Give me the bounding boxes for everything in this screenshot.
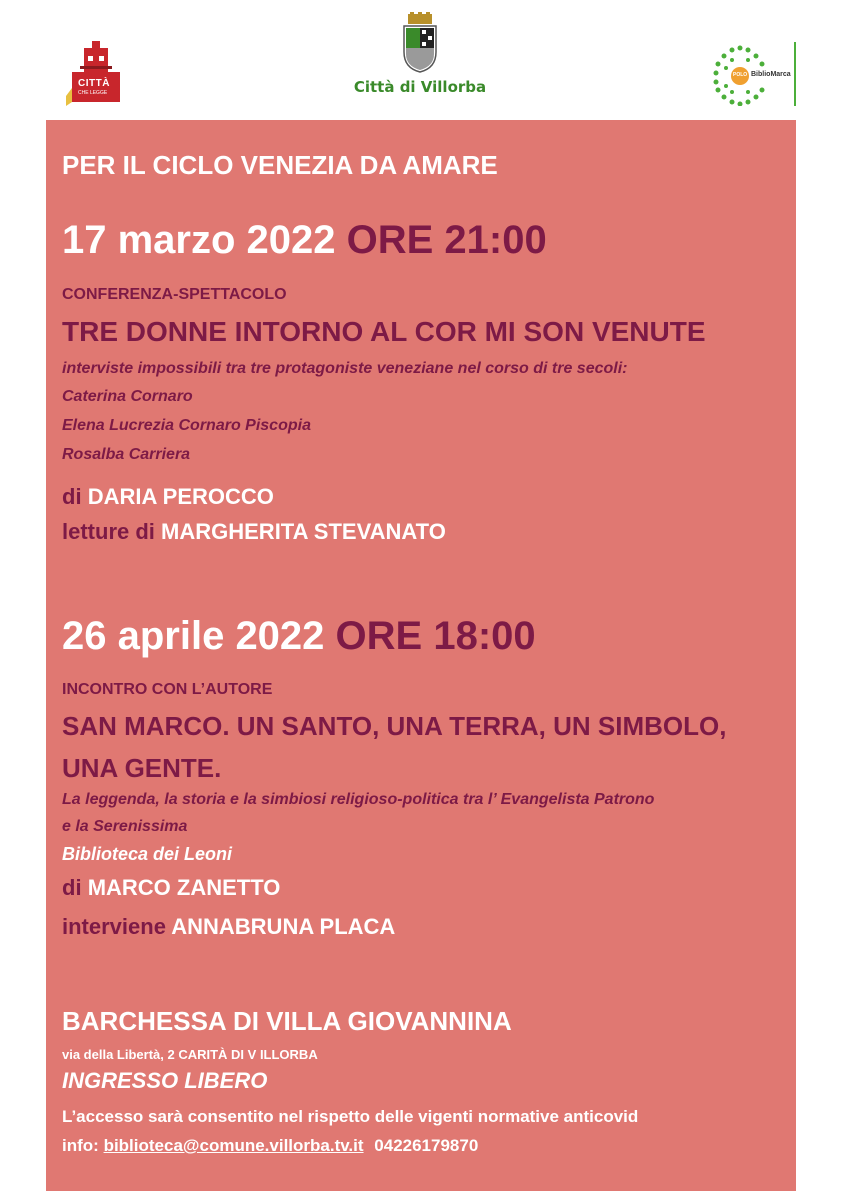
event2-date: 26 aprile 2022 bbox=[62, 614, 325, 658]
info-prefix: info: bbox=[62, 1136, 99, 1155]
bibliomarca-logo bbox=[710, 42, 800, 106]
event2-speaker-line bbox=[62, 914, 395, 940]
event2-datetime bbox=[62, 614, 536, 659]
event1-date: 17 marzo 2022 bbox=[62, 218, 336, 262]
event2-type: INCONTRO CON L’AUTORE bbox=[62, 681, 273, 698]
event2-desc-line1: La leggenda, la storia e la simbiosi religioso-politica tra l’ Evangelista Patrono bbox=[62, 791, 655, 808]
event2-author: MARCO ZANETTO bbox=[87, 875, 281, 900]
event1-name-1: Caterina Cornaro bbox=[62, 388, 193, 405]
logo-text-che-legge: CHE LEGGE bbox=[78, 90, 108, 96]
event2-author-line bbox=[62, 875, 280, 901]
event1-reader: MARGHERITA STEVANATO bbox=[161, 519, 446, 544]
event2-author-prefix: di bbox=[62, 875, 82, 900]
event2-speaker: ANNABRUNA PLACA bbox=[171, 914, 396, 939]
event2-time: ORE 18:00 bbox=[335, 614, 536, 658]
event1-time: ORE 21:00 bbox=[346, 218, 547, 262]
city-logo bbox=[340, 12, 500, 102]
event1-name-3: Rosalba Carriera bbox=[62, 446, 191, 463]
coat-of-arms-icon bbox=[400, 12, 440, 74]
logo-text-bibliomarca: BiblioMarca bbox=[751, 71, 791, 78]
header-bar bbox=[0, 0, 842, 120]
event2-title-line2: UNA GENTE. bbox=[62, 753, 222, 783]
event1-reader-line bbox=[62, 519, 446, 545]
logo-badge-polo: POLO bbox=[733, 72, 748, 78]
event1-reader-prefix: letture di bbox=[62, 519, 155, 544]
venue-name: BARCHESSA DI VILLA GIOVANNINA bbox=[62, 1006, 512, 1036]
event1-title: TRE DONNE INTORNO AL COR MI SON VENUTE bbox=[62, 316, 706, 347]
event2-publisher: Biblioteca dei Leoni bbox=[62, 844, 233, 864]
event2-speaker-prefix: interviene bbox=[62, 914, 166, 939]
event-poster bbox=[46, 120, 796, 1191]
entry-info: INGRESSO LIBERO bbox=[62, 1068, 268, 1093]
event1-subtitle: interviste impossibili tra tre protagoniste veneziane nel corso di tre secoli: bbox=[62, 360, 628, 377]
logo-text-citta: CITTÀ bbox=[78, 78, 110, 89]
venue-address: via della Libertà, 2 CARITÀ DI V ILLORBA bbox=[62, 1047, 318, 1062]
contact-line bbox=[62, 1136, 478, 1156]
event1-datetime bbox=[62, 218, 547, 263]
event2-desc-line2: e la Serenissima bbox=[62, 818, 188, 835]
email-link[interactable]: biblioteca@comune.villorba.tv.it bbox=[103, 1136, 364, 1155]
event1-name-2: Elena Lucrezia Cornaro Piscopia bbox=[62, 417, 311, 434]
event2-title-line1: SAN MARCO. UN SANTO, UNA TERRA, UN SIMBOLO, bbox=[62, 711, 727, 741]
city-name: Città di Villorba bbox=[353, 78, 487, 96]
event1-author: DARIA PEROCCO bbox=[87, 484, 274, 509]
citta-che-legge-logo bbox=[62, 38, 122, 106]
event1-type: CONFERENZA-SPETTACOLO bbox=[62, 286, 287, 303]
covid-notice: L’accesso sarà consentito nel rispetto delle vigenti normative anticovid bbox=[62, 1107, 639, 1126]
event1-author-prefix: di bbox=[62, 484, 82, 509]
cycle-title: PER IL CICLO VENEZIA DA AMARE bbox=[62, 150, 498, 180]
phone-number: 04226179870 bbox=[374, 1136, 479, 1155]
event1-author-line bbox=[62, 484, 274, 510]
